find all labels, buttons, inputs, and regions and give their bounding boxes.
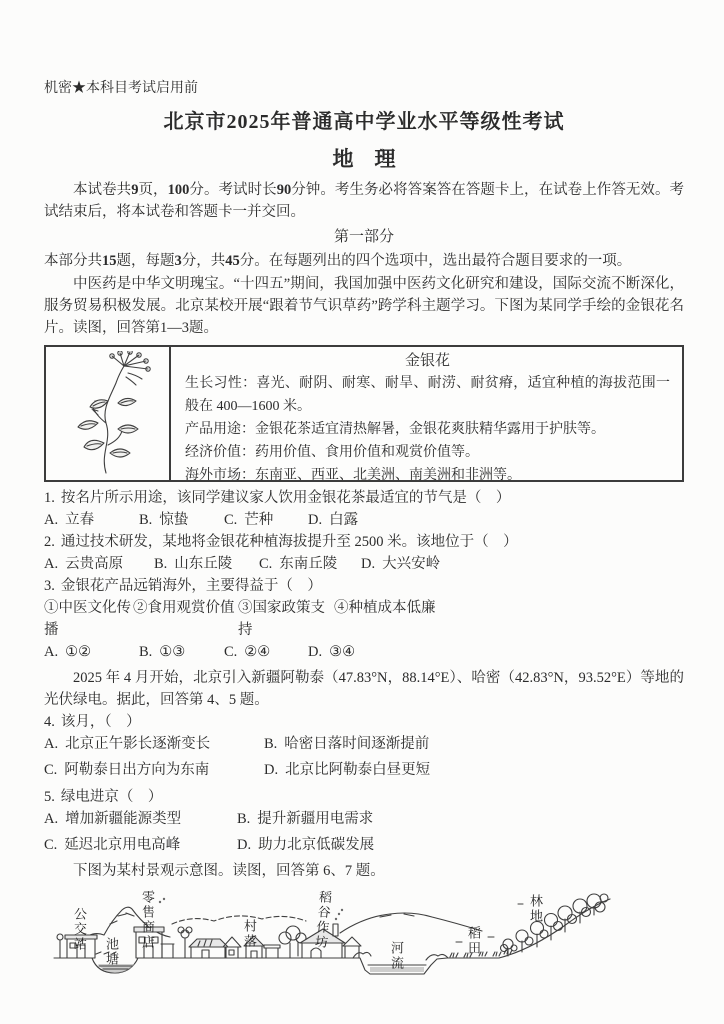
option-text: ②④	[244, 644, 271, 660]
exam-instructions-text: 本试卷共	[73, 182, 132, 198]
sub-option-1: ①中医文化传播	[44, 600, 131, 638]
card-growth-habit: 生长习性：喜光、耐阴、耐寒、耐旱、耐涝、耐贫瘠，适宜种植的海拔范围一般在 400—1600 米。	[185, 376, 670, 414]
question-number: 2.	[44, 534, 55, 550]
label-pond: 池塘	[104, 937, 119, 967]
question-3-stem	[44, 575, 684, 597]
sub-option-3: ③国家政策支持	[238, 600, 325, 638]
rice-workshop-sketch	[300, 909, 361, 958]
label-paddy-field: 稻田	[466, 926, 481, 956]
option-label: A.	[44, 644, 59, 660]
option-c	[259, 553, 361, 575]
label-bus-station: 公交站	[72, 907, 87, 952]
option-d	[237, 834, 684, 856]
option-text: 哈密日落时间逐渐提前	[284, 736, 430, 752]
honeysuckle-sketch	[54, 351, 162, 477]
exam-total-score: 100	[167, 182, 190, 198]
option-d	[264, 759, 684, 781]
part1-heading: 第一部分	[333, 229, 394, 245]
option-text: 助力北京低碳发展	[258, 837, 375, 853]
exam-instructions-text: 分。考试时长	[189, 182, 277, 198]
option-label: D.	[237, 837, 252, 853]
option-c	[44, 834, 237, 856]
card-product-uses: 产品用途：金银花茶适宜清热解暑，金银花爽肤精华露用于护肤等。	[185, 422, 605, 437]
option-label: D.	[308, 512, 323, 528]
question-4	[44, 711, 684, 781]
sub-option-4: ④种植成本低廉	[334, 600, 436, 616]
question-2	[44, 531, 684, 575]
exam-instructions-text: 页，	[138, 182, 168, 198]
option-text: 惊蛰	[159, 512, 189, 528]
question-2-stem	[44, 531, 684, 553]
option-text: 云贵高原	[65, 556, 124, 572]
option-label: B.	[237, 811, 251, 827]
card-title: 金银花	[404, 353, 450, 369]
question-text: 按名片所示用途，该同学建议家人饮用金银花茶最适宜的节气是（ ）	[60, 490, 511, 506]
option-text: 立春	[65, 512, 95, 528]
option-text: 提升新疆用电需求	[257, 811, 374, 827]
question-text: 通过技术研发，某地将金银花种植海拔提升至 2500 米。该地位于（ ）	[60, 534, 518, 550]
option-d	[308, 641, 684, 663]
question-1-stem	[44, 487, 684, 509]
honeysuckle-illustration	[46, 347, 171, 480]
village-landscape-diagram	[52, 890, 618, 990]
option-c	[44, 759, 264, 781]
question-number: 4.	[44, 714, 55, 730]
question-text: 金银花产品远销海外，主要得益于（ ）	[60, 578, 322, 594]
passage-questions-4-5: 2025 年 4 月开始，北京引入新疆阿勒泰（47.83°N，88.14°E）、哈密（42.83°N，93.52°E）等地的光伏绿电。据此，回答第 4、5 题。	[44, 670, 684, 708]
option-a	[44, 553, 154, 575]
option-b	[139, 641, 224, 663]
label-rice-workshop: 稻谷作坊	[312, 889, 333, 951]
question-3-options	[44, 641, 684, 663]
option-label: A.	[44, 556, 59, 572]
option-text: 大兴安岭	[382, 556, 441, 572]
option-label: C.	[224, 512, 238, 528]
option-a	[44, 733, 264, 755]
part1-points-each: 3	[174, 253, 182, 269]
option-label: C.	[44, 762, 58, 778]
question-4-stem	[44, 711, 684, 733]
secrecy-notice: 机密★本科目考试启用前	[44, 81, 198, 96]
option-label: B.	[139, 644, 153, 660]
option-label: B.	[139, 512, 153, 528]
part1-question-count: 15	[102, 253, 117, 269]
card-overseas-markets: 海外市场：东南亚、西亚、北美洲、南美洲和非洲等。	[185, 468, 521, 480]
question-5-stem	[44, 786, 684, 808]
question-number: 1.	[44, 490, 55, 506]
option-c	[224, 509, 308, 531]
option-text: ①③	[159, 644, 186, 660]
subject-title: 地 理	[332, 147, 396, 171]
part1-rule-text: 分。在每题列出的四个选项中，选出最符合题目要求的一项。	[239, 253, 632, 269]
option-a	[44, 808, 237, 830]
question-1	[44, 487, 684, 531]
option-label: A.	[44, 512, 59, 528]
option-label: C.	[44, 837, 58, 853]
option-label: D.	[361, 556, 376, 572]
option-label: D.	[308, 644, 323, 660]
option-label: B.	[264, 736, 278, 752]
question-5-options	[44, 808, 684, 856]
sub-option-2: ②食用观赏价值	[133, 600, 235, 616]
honeysuckle-leaves	[78, 398, 138, 457]
label-river: 河流	[389, 941, 404, 971]
exam-instructions	[44, 179, 684, 223]
part1-rule	[44, 250, 684, 272]
label-forest: 林地	[528, 894, 543, 924]
option-label: B.	[154, 556, 168, 572]
option-text: 白露	[329, 512, 359, 528]
question-2-options	[44, 553, 684, 575]
question-1-options	[44, 509, 684, 531]
option-c	[224, 641, 308, 663]
question-number: 5.	[44, 789, 55, 805]
option-d	[308, 509, 684, 531]
exam-title: 北京市2025年普通高中学业水平等级性考试	[163, 111, 565, 133]
option-b	[264, 733, 684, 755]
question-3-sub-options	[44, 597, 684, 641]
passage-questions-1-3: 中医药是中华文明瑰宝。“十四五”期间，我国加强中医药文化研究和建设，国际交流不断深化，服务贸易积极发展。北京某校开展“跟着节气识草药”跨学科主题学习。下图为某同学手绘的金银花名片。读图，回答第1—3题。	[44, 276, 684, 336]
question-5	[44, 786, 684, 856]
option-label: A.	[44, 811, 59, 827]
option-label: C.	[224, 644, 238, 660]
forest-sketch	[501, 894, 609, 956]
part1-rule-text: 本部分共	[44, 253, 102, 269]
option-label: D.	[264, 762, 279, 778]
option-a	[44, 641, 139, 663]
honeysuckle-card-body	[171, 347, 682, 480]
option-text: 北京比阿勒泰白昼更短	[285, 762, 431, 778]
option-text: ①②	[65, 644, 92, 660]
option-text: 山东丘陵	[174, 556, 233, 572]
option-b	[139, 509, 224, 531]
passage-questions-6-7: 下图为某村景观示意图。读图，回答第 6、7 题。	[73, 863, 385, 879]
question-4-options	[44, 733, 684, 781]
honeysuckle-card	[44, 345, 684, 482]
label-village: 村落	[242, 919, 257, 949]
question-text: 绿电进京（ ）	[60, 789, 163, 805]
option-text: 阿勒泰日出方向为东南	[64, 762, 210, 778]
label-retail-shop: 零售商店	[140, 890, 155, 950]
option-b	[154, 553, 259, 575]
option-text: ③④	[329, 644, 356, 660]
option-a	[44, 509, 139, 531]
part1-rule-text: 分，共	[181, 253, 226, 269]
option-text: 东南丘陵	[279, 556, 338, 572]
option-text: 芒种	[244, 512, 274, 528]
card-economic-value: 经济价值：药用价值、食用价值和观赏价值等。	[185, 445, 479, 460]
part1-rule-text: 题，每题	[116, 253, 175, 269]
part1-total-points: 45	[225, 253, 240, 269]
option-d	[361, 553, 684, 575]
exam-instructions-text: 分钟。考生务必将答案答在答题卡上，在试卷上作答无效。考试结束后，将本试卷和答题卡一并交回。	[44, 182, 685, 220]
question-number: 3.	[44, 578, 55, 594]
question-3	[44, 575, 684, 663]
option-b	[237, 808, 684, 830]
option-text: 增加新疆能源类型	[65, 811, 182, 827]
exam-duration: 90	[276, 182, 292, 198]
option-text: 延迟北京用电高峰	[64, 837, 181, 853]
paddy-field-sketch	[450, 937, 512, 957]
option-text: 北京正午影长逐渐变长	[65, 736, 211, 752]
exam-pages-count: 9	[131, 182, 139, 198]
question-text: 该月，（ ）	[60, 714, 141, 730]
option-label: C.	[259, 556, 273, 572]
option-label: A.	[44, 736, 59, 752]
